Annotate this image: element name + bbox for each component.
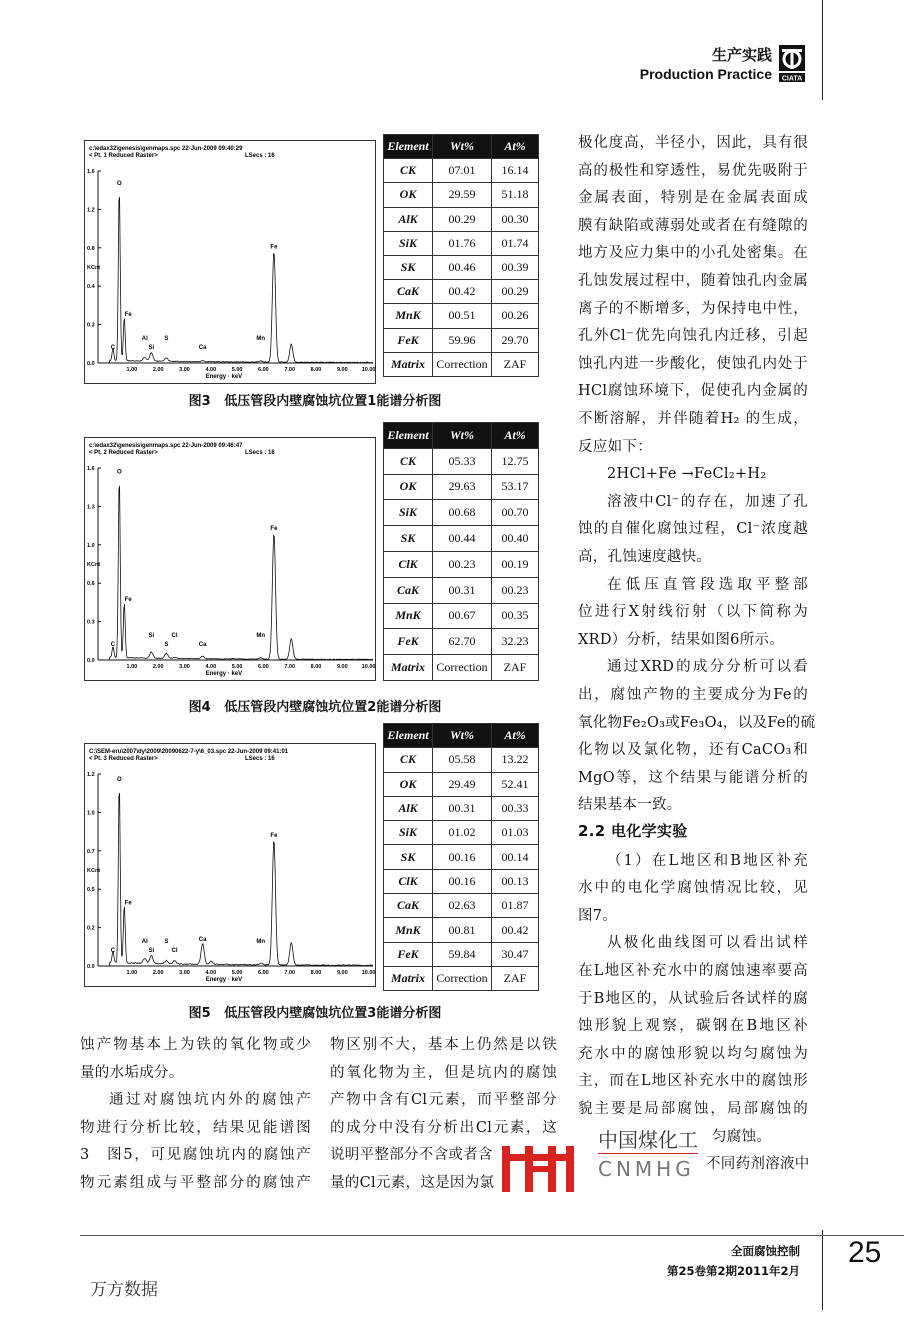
text-line: 物进行分析比较，结果见能谱图 xyxy=(80,1119,311,1136)
table-cell: 53.17 xyxy=(492,474,539,500)
peak-label: Fe xyxy=(270,526,278,532)
peak-label: O xyxy=(116,181,122,187)
journal-name: 全面腐蚀控制 xyxy=(731,1244,800,1258)
margin-rule-bottom xyxy=(822,1230,823,1310)
peak-label: Si xyxy=(148,633,155,639)
table-cell: 00.42 xyxy=(433,280,492,304)
x-tick-label: 10.00 xyxy=(361,367,376,373)
x-tick-label: 1.00 xyxy=(126,367,138,373)
table-cell: Matrix xyxy=(384,352,433,376)
text-line: 氧化物Fe₂O₃或Fe₃O₄，以及Fe的硫 xyxy=(578,714,816,731)
table-row xyxy=(384,448,539,474)
y-axis-label: KCnt xyxy=(87,562,101,568)
table-cell: MnK xyxy=(384,918,433,942)
y-tick-label: 0.5 xyxy=(87,887,95,894)
text-line: 量的Cl元素，这是因为氯 xyxy=(330,1174,495,1191)
text-line: 从极化曲线图可以看出试样 xyxy=(607,935,808,952)
table-row xyxy=(384,551,539,577)
text-line: 的氧化物为主，但是坑内的腐蚀 xyxy=(330,1064,557,1081)
text-line: 蚀孔内进一步酸化，使蚀孔内处于 xyxy=(578,355,808,372)
table-cell: SiK xyxy=(384,231,433,255)
table-cell: 01.76 xyxy=(433,231,492,255)
table-cell: 30.47 xyxy=(492,942,539,966)
table-row xyxy=(384,352,539,376)
column-header: At% xyxy=(492,135,539,159)
peak-label: Al xyxy=(141,336,148,342)
table-cell: ClK xyxy=(384,869,433,893)
svg-text:CIATA: CIATA xyxy=(781,75,803,82)
text-line: 孔蚀发展过程中，随着蚀孔内金属 xyxy=(578,273,808,289)
table-cell: MnK xyxy=(384,304,433,328)
x-tick-label: 8.00 xyxy=(310,970,322,976)
y-axis-label: KCnt xyxy=(87,868,101,874)
table-cell: 00.14 xyxy=(492,845,539,869)
table-row xyxy=(384,280,539,304)
table-cell: Matrix xyxy=(384,966,433,990)
peak-label: Mn xyxy=(256,939,266,945)
table-row xyxy=(384,231,539,255)
column-header: At% xyxy=(492,423,539,449)
figure-caption: 图4 低压管段内壁腐蚀坑位置2能谱分析图 xyxy=(188,700,442,715)
text-line: （1）在L地区和B地区补充 xyxy=(607,852,808,869)
ciata-logo xyxy=(778,44,806,82)
spectrum-file-line: C:\SEM-eru\2007\dy\2009\20090622-7-y\6_03.spc 22-Jun-2009 09:41:01 xyxy=(89,749,289,755)
table-row xyxy=(384,207,539,231)
table-cell: 52.41 xyxy=(492,772,539,796)
x-tick-label: 4.00 xyxy=(205,970,217,976)
y-tick-label: 0.0 xyxy=(87,964,95,970)
table-row xyxy=(384,328,539,352)
x-axis-label: Energy · keV xyxy=(205,374,243,380)
y-tick-label: 0.8 xyxy=(87,245,95,252)
y-tick-label: 0.7 xyxy=(87,848,95,855)
table-cell: ZAF xyxy=(492,352,539,376)
table-cell: 00.16 xyxy=(433,869,492,893)
text-line: 位进行X射线衍射（以下简称为 xyxy=(578,604,808,621)
peak-label: Al xyxy=(141,939,148,945)
text-line: 的成分中没有分析出Cl元素，这 xyxy=(330,1119,557,1136)
x-tick-label: 4.00 xyxy=(205,664,217,670)
text-line: MgO等，这个结果与能谱分析的 xyxy=(578,769,808,786)
x-tick-label: 1.00 xyxy=(126,970,138,976)
x-tick-label: 2.00 xyxy=(152,970,164,976)
table-cell: 32.23 xyxy=(492,629,539,655)
table-cell: 00.68 xyxy=(433,500,492,526)
table-cell: 00.81 xyxy=(433,918,492,942)
table-cell: 00.29 xyxy=(492,280,539,304)
peak-label: O xyxy=(116,469,122,476)
table-cell: CaK xyxy=(384,894,433,918)
x-tick-label: 7.00 xyxy=(284,664,296,670)
table-row xyxy=(384,159,539,183)
table-cell: 00.40 xyxy=(492,526,539,552)
table-cell: 59.84 xyxy=(433,942,492,966)
table-cell: 00.31 xyxy=(433,796,492,820)
spectrum-raster-line: < Pt. 1 Reduced Raster> xyxy=(89,153,158,159)
table-cell: 02.63 xyxy=(433,894,492,918)
table-cell: SK xyxy=(384,255,433,279)
x-axis-label: Energy · keV xyxy=(205,671,243,677)
table-cell: 12.75 xyxy=(492,448,539,474)
peak-label: Mn xyxy=(256,336,266,342)
x-tick-label: 2.00 xyxy=(152,664,164,670)
table-cell: 00.13 xyxy=(492,869,539,893)
table-cell: OK xyxy=(384,183,433,207)
table-row xyxy=(384,474,539,500)
table-cell: Correction xyxy=(433,352,492,376)
eds-spectrum xyxy=(84,743,376,987)
x-tick-label: 7.00 xyxy=(284,970,296,976)
x-tick-label: 6.00 xyxy=(258,367,269,373)
table-cell: 00.51 xyxy=(433,304,492,328)
x-axis-label: Energy · keV xyxy=(205,977,243,983)
table-cell: FeK xyxy=(384,328,433,352)
text-line: 貌主要是局部腐蚀，局部腐蚀的 xyxy=(578,1101,808,1117)
spectrum-raster-line: < Pt. 3 Reduced Raster> xyxy=(89,756,158,762)
text-line: 蚀的自催化腐蚀过程，Cl⁻浓度越 xyxy=(578,521,808,538)
eds-spectrum xyxy=(84,140,376,384)
x-tick-label: 3.00 xyxy=(179,367,190,373)
peak-label: Fe xyxy=(270,244,278,251)
table-row xyxy=(384,772,539,796)
table-cell: 13.22 xyxy=(492,748,539,772)
table-cell: 29.59 xyxy=(433,183,492,207)
journal-issue: 第25卷第2期2011年2月 xyxy=(666,1264,800,1278)
column-header: Wt% xyxy=(433,724,492,748)
x-tick-label: 1.00 xyxy=(126,664,138,670)
text-line: 产物中含有Cl元素，而平整部分 xyxy=(330,1092,557,1109)
chemical-equation: 2HCl+Fe →FeCl₂+H₂ xyxy=(607,466,767,483)
y-tick-label: 0.2 xyxy=(87,925,95,932)
table-row xyxy=(384,845,539,869)
text-line: 高，孔蚀速度越快。 xyxy=(578,549,712,565)
table-row xyxy=(384,629,539,655)
x-tick-label: 6.00 xyxy=(258,664,269,670)
spectrum-lsecs: LSecs : 16 xyxy=(245,756,275,762)
text-line: 图7。 xyxy=(578,907,618,924)
table-row xyxy=(384,796,539,820)
text-line: 匀腐蚀。 xyxy=(712,1128,772,1145)
x-tick-label: 10.00 xyxy=(361,664,376,670)
text-line: 孔外Cl⁻优先向蚀孔内迁移，引起 xyxy=(578,328,808,345)
column-header: Element xyxy=(384,724,433,748)
watermark-cn: 中国煤化工 xyxy=(598,1128,698,1152)
table-cell: SiK xyxy=(384,821,433,845)
table-cell: 29.70 xyxy=(492,328,539,352)
table-cell: 05.33 xyxy=(433,448,492,474)
footer-rule xyxy=(80,1235,904,1236)
y-tick-label: 1.2 xyxy=(87,772,95,778)
column-header: Wt% xyxy=(433,135,492,159)
y-tick-label: 0.4 xyxy=(87,284,95,291)
text-line: 蚀形貌上观察，碳钢在B地区补 xyxy=(578,1018,808,1035)
peak-label: C xyxy=(110,642,116,648)
peak-label: C xyxy=(110,345,116,351)
table-row xyxy=(384,918,539,942)
peak-label: S xyxy=(164,642,169,648)
text-line: 极化度高，半径小，因此，具有很 xyxy=(578,135,808,151)
table-cell: 00.67 xyxy=(433,603,492,629)
x-tick-label: 3.00 xyxy=(179,970,190,976)
spectrum-curve xyxy=(100,486,373,660)
peak-label: Fe xyxy=(270,833,278,840)
text-line: 在低压直管段选取平整部 xyxy=(607,576,808,593)
text-line: 蚀产物基本上为铁的氧化物或少 xyxy=(80,1037,311,1053)
text-line: 结果基本一致。 xyxy=(578,797,682,814)
x-tick-label: 9.00 xyxy=(336,367,348,373)
text-line: 充水中的腐蚀形貌以均匀腐蚀为 xyxy=(578,1045,808,1062)
table-row xyxy=(384,526,539,552)
peak-label: Mn xyxy=(256,633,266,639)
text-line: 3 图5，可见腐蚀坑内的腐蚀产 xyxy=(80,1147,311,1164)
text-line: 说明平整部分不含或者含 xyxy=(330,1147,493,1164)
text-line: 地方及应力集中的小孔处密集。在 xyxy=(578,245,808,262)
element-table xyxy=(383,134,539,377)
peak-label: Si xyxy=(148,948,155,954)
table-cell: ZAF xyxy=(492,966,539,990)
table-row xyxy=(384,183,539,207)
x-tick-label: 5.00 xyxy=(231,664,243,670)
table-row xyxy=(384,894,539,918)
watermark-en: CNMHG xyxy=(598,1157,695,1181)
table-cell: 00.46 xyxy=(433,255,492,279)
table-cell: CK xyxy=(384,448,433,474)
section-title-cn: 生产实践 xyxy=(711,46,772,64)
text-line: 金属表面，特别是在金属表面成 xyxy=(578,190,808,207)
page-number: 25 xyxy=(848,1236,882,1269)
table-cell: CaK xyxy=(384,577,433,603)
source-label: 万方数据 xyxy=(90,1280,158,1300)
cnmhg-watermark-logo xyxy=(502,1146,574,1192)
column-header: At% xyxy=(492,724,539,748)
table-row xyxy=(384,942,539,966)
text-line: 通过对腐蚀坑内外的腐蚀产 xyxy=(109,1092,311,1109)
table-cell: 00.26 xyxy=(492,304,539,328)
table-cell: Matrix xyxy=(384,655,433,681)
text-line: 溶液中Cl⁻的存在，加速了孔 xyxy=(607,493,808,510)
table-cell: 16.14 xyxy=(492,159,539,183)
table-cell: 51.18 xyxy=(492,183,539,207)
x-tick-label: 10.00 xyxy=(361,970,376,976)
text-line: 物区别不大，基本上仍然是以铁 xyxy=(330,1037,557,1053)
table-cell: 29.49 xyxy=(433,772,492,796)
text-line: 通过XRD的成分分析可以看 xyxy=(607,659,808,676)
x-tick-label: 5.00 xyxy=(231,970,243,976)
y-tick-label: 0.6 xyxy=(87,581,95,588)
y-tick-label: 1.6 xyxy=(87,466,95,472)
peak-label: Ca xyxy=(198,937,207,944)
text-line: 量的水垢成分。 xyxy=(80,1064,184,1081)
table-cell: 00.23 xyxy=(492,577,539,603)
x-tick-label: 6.00 xyxy=(258,970,269,976)
table-cell: 01.74 xyxy=(492,231,539,255)
peak-label: Si xyxy=(148,345,155,351)
text-column-left xyxy=(80,1032,311,1198)
table-cell: CK xyxy=(384,748,433,772)
text-line: HCl腐蚀环境下，促使孔内金属的 xyxy=(578,383,808,400)
table-cell: 01.87 xyxy=(492,894,539,918)
column-header: Element xyxy=(384,423,433,449)
element-table xyxy=(383,723,539,991)
text-line: 物元素组成与平整部分的腐蚀产 xyxy=(80,1174,311,1191)
table-cell: Correction xyxy=(433,655,492,681)
table-cell: 29.63 xyxy=(433,474,492,500)
table-row xyxy=(384,655,539,681)
y-tick-label: 0.3 xyxy=(87,322,95,329)
peak-label: O xyxy=(116,777,122,784)
table-cell: 59.96 xyxy=(433,328,492,352)
text-line: 高的极性和穿透性，易优先吸附于 xyxy=(578,162,808,179)
table-cell: FeK xyxy=(384,629,433,655)
x-tick-label: 7.00 xyxy=(284,367,296,373)
peak-label: S xyxy=(164,939,169,945)
table-cell: 00.29 xyxy=(433,207,492,231)
x-tick-label: 2.00 xyxy=(152,367,164,373)
text-line: 出，腐蚀产物的主要成分为Fe的 xyxy=(578,687,808,703)
table-cell: 00.35 xyxy=(492,603,539,629)
table-cell: CaK xyxy=(384,280,433,304)
y-tick-label: 0.3 xyxy=(87,619,95,626)
table-cell: ClK xyxy=(384,551,433,577)
table-row xyxy=(384,255,539,279)
table-cell: ZAF xyxy=(492,655,539,681)
table-cell: CK xyxy=(384,159,433,183)
text-line: 不同药剂溶液中 xyxy=(706,1156,810,1173)
table-row xyxy=(384,869,539,893)
table-cell: 00.31 xyxy=(433,577,492,603)
eds-spectrum xyxy=(84,437,376,681)
x-tick-label: 9.00 xyxy=(336,970,348,976)
figure-caption: 图3 低压管段内壁腐蚀坑位置1能谱分析图 xyxy=(188,394,442,409)
table-cell: Correction xyxy=(433,966,492,990)
text-line: 水中的电化学腐蚀情况比较，见 xyxy=(578,880,808,897)
text-line: 反应如下： xyxy=(578,438,652,455)
table-row xyxy=(384,966,539,990)
spectrum-lsecs: LSecs : 16 xyxy=(245,450,275,456)
table-row xyxy=(384,603,539,629)
column-header: Wt% xyxy=(433,423,492,449)
y-axis-label: KCnt xyxy=(87,265,101,271)
section-heading: 2.2 电化学实验 xyxy=(578,822,688,840)
peak-label: Fe xyxy=(124,596,132,603)
table-cell: 05.58 xyxy=(433,748,492,772)
table-cell: 00.42 xyxy=(492,918,539,942)
table-row xyxy=(384,748,539,772)
x-tick-label: 3.00 xyxy=(179,664,190,670)
table-cell: 00.39 xyxy=(492,255,539,279)
text-line: 化物以及氯化物，还有CaCO₃和 xyxy=(578,742,808,759)
table-cell: 00.16 xyxy=(433,845,492,869)
table-cell: 00.23 xyxy=(433,551,492,577)
text-line: 离子的不断增多，为保持电中性， xyxy=(578,300,808,317)
table-cell: OK xyxy=(384,772,433,796)
margin-rule-top xyxy=(822,0,823,100)
y-tick-label: 0.0 xyxy=(87,658,95,664)
peak-label: Fe xyxy=(124,900,132,907)
peak-label: S xyxy=(164,336,169,342)
peak-label: Cl xyxy=(171,633,178,639)
y-tick-label: 1.2 xyxy=(87,207,95,214)
table-cell: SK xyxy=(384,526,433,552)
table-cell: 00.70 xyxy=(492,500,539,526)
table-cell: 00.44 xyxy=(433,526,492,552)
table-cell: SiK xyxy=(384,500,433,526)
y-tick-label: 1.0 xyxy=(87,810,95,817)
table-cell: SK xyxy=(384,845,433,869)
peak-label: C xyxy=(110,948,116,954)
text-line: XRD）分析，结果如图6所示。 xyxy=(578,631,785,648)
x-tick-label: 5.00 xyxy=(231,367,243,373)
table-row xyxy=(384,577,539,603)
x-tick-label: 8.00 xyxy=(310,367,322,373)
table-cell: 07.01 xyxy=(433,159,492,183)
spectrum-file-line: c:\edax32\genesis\genmaps.spc 22-Jun-2009 09:46:47 xyxy=(89,443,243,449)
y-tick-label: 1.0 xyxy=(87,542,95,549)
section-title-en: Production Practice xyxy=(639,66,772,82)
y-tick-label: 0.0 xyxy=(87,361,95,367)
table-cell: 00.33 xyxy=(492,796,539,820)
table-cell: OK xyxy=(384,474,433,500)
text-line: 膜有缺陷或薄弱处或者在有缝隙的 xyxy=(578,217,808,234)
x-tick-label: 8.00 xyxy=(310,664,322,670)
spectrum-file-line: c:\edax32\genesis\genmaps.spc 22-Jun-2009 09:40:29 xyxy=(89,146,243,152)
table-cell: 62.70 xyxy=(433,629,492,655)
peak-label: Ca xyxy=(198,345,207,351)
table-cell: 01.02 xyxy=(433,821,492,845)
text-line: 在L地区补充水中的腐蚀速率要高 xyxy=(578,963,808,979)
table-cell: AlK xyxy=(384,207,433,231)
peak-label: Fe xyxy=(124,311,132,318)
table-row xyxy=(384,821,539,845)
table-cell: 00.19 xyxy=(492,551,539,577)
table-cell: 00.30 xyxy=(492,207,539,231)
y-tick-label: 1.6 xyxy=(87,169,95,175)
text-line: 不断溶解，并伴随着H₂ 的生成， xyxy=(578,411,808,427)
spectrum-lsecs: LSecs : 16 xyxy=(245,153,275,159)
peak-label: Ca xyxy=(198,642,207,648)
table-cell: 01.03 xyxy=(492,821,539,845)
x-tick-label: 9.00 xyxy=(336,664,348,670)
table-row xyxy=(384,304,539,328)
x-tick-label: 4.00 xyxy=(205,367,217,373)
element-table xyxy=(383,422,539,681)
table-cell: FeK xyxy=(384,942,433,966)
table-row xyxy=(384,500,539,526)
spectrum-raster-line: < Pt. 2 Reduced Raster> xyxy=(89,450,158,456)
peak-label: Cl xyxy=(171,948,178,954)
text-line: 于B地区的，从试验后各试样的腐 xyxy=(578,990,808,1007)
y-tick-label: 1.3 xyxy=(87,504,95,511)
column-header: Element xyxy=(384,135,433,159)
table-cell: AlK xyxy=(384,796,433,820)
table-cell: MnK xyxy=(384,603,433,629)
figure-caption: 图5 低压管段内壁腐蚀坑位置3能谱分析图 xyxy=(188,1006,442,1021)
text-line: 主，而在L地区补充水中的腐蚀形 xyxy=(578,1073,808,1090)
